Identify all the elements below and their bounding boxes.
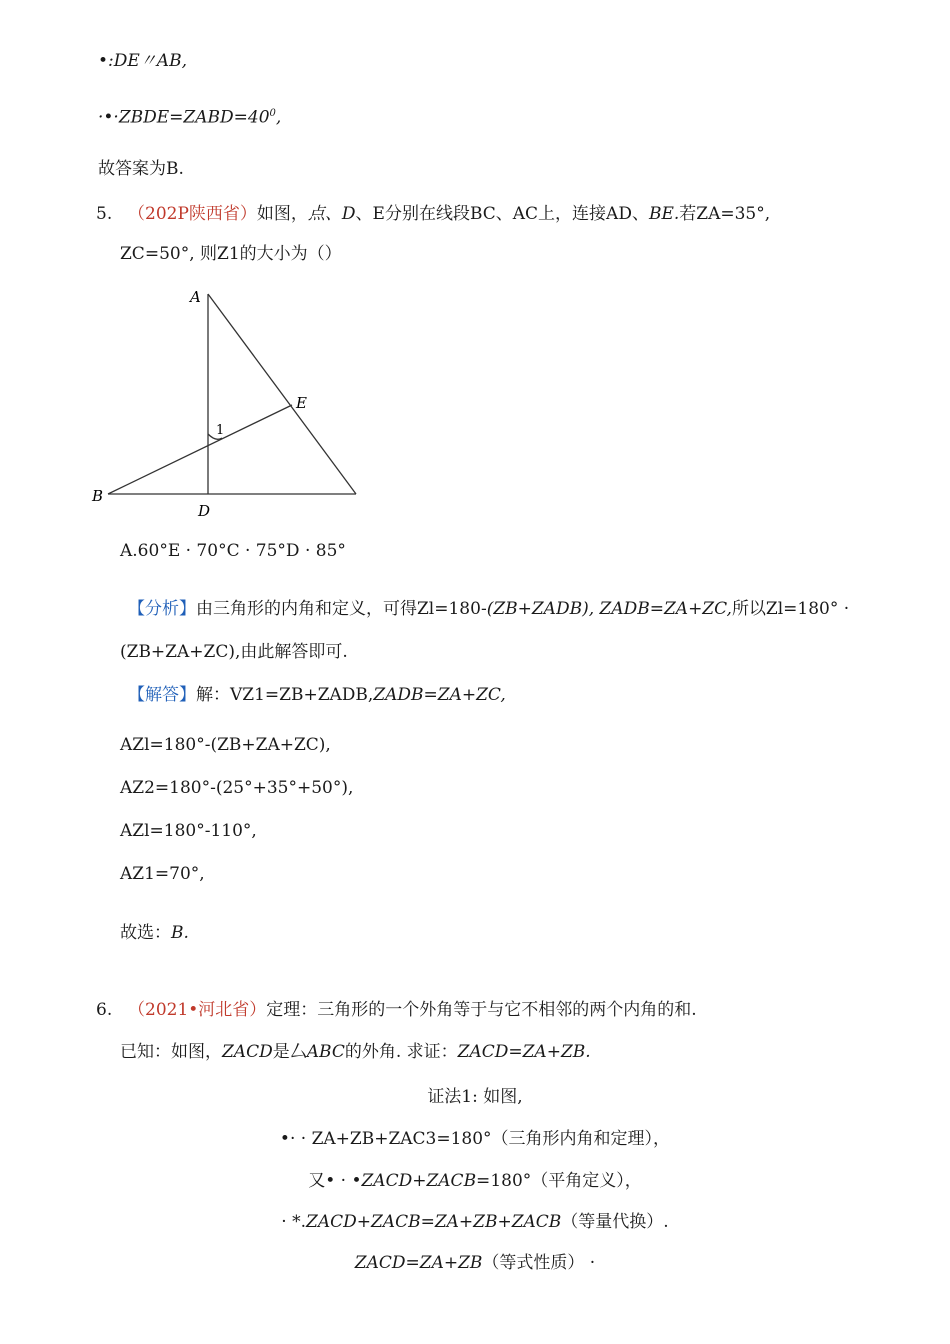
prev-line-2 <box>98 103 281 129</box>
q6-known-b: ZACD <box>222 1042 273 1062</box>
q6-proof-4-a: ZACD=ZA+ZB <box>354 1253 483 1273</box>
q5-options: A.60°E · 70°C · 75°D · 85° <box>120 541 346 561</box>
q5-select-line <box>120 922 189 944</box>
prev-line-2-sup: 0 <box>269 108 276 119</box>
q5-step-1: AZl=180°-(ZB+ZA+ZC), <box>120 735 331 755</box>
q6-known-c: 是厶 <box>272 1042 307 1062</box>
segment-ac <box>208 294 356 494</box>
q5-step-3: AZl=180°-110°, <box>120 821 257 841</box>
q5-stem-a: 如图， <box>256 204 308 224</box>
label-e: E <box>296 394 307 412</box>
analysis-tag: 【分析】 <box>128 599 196 619</box>
q6-proof-4-b: （等式性质） · <box>482 1253 596 1273</box>
q5-stem-line-1 <box>128 203 770 225</box>
q5-step-2: AZ2=180°-(25°+35°+50°), <box>120 778 354 798</box>
q5-answer-a: 解：VZ1=ZB+ZADB, <box>196 685 374 705</box>
q6-proof-2 <box>0 1170 950 1192</box>
q6-proof-4 <box>0 1252 950 1274</box>
q5-stem-line-2: ZC=50°, 则Z1的大小为（） <box>120 244 342 264</box>
q5-answer-line <box>128 684 506 706</box>
q6-theorem-line <box>128 999 697 1021</box>
q6-proof-2-a: 又• · • <box>308 1171 362 1191</box>
q5-stem-c: 、D <box>324 204 356 224</box>
q6-known-d: ABC <box>306 1042 345 1062</box>
q5-analysis-line-1 <box>128 598 849 620</box>
q6-number: 6. <box>96 1000 113 1020</box>
q6-known-e: 的外角. 求证： <box>344 1042 458 1062</box>
q6-proof-3 <box>0 1211 950 1233</box>
q6-known-f: ZACD=ZA+ZB. <box>457 1042 591 1062</box>
q6-proof-2-c: 180°（平角定义）， <box>490 1171 642 1191</box>
q5-stem-d: 、E分别在线段BC、AC上，连接AD、 <box>355 204 649 224</box>
q5-select-b: B. <box>171 923 189 943</box>
label-d: D <box>198 502 211 520</box>
q5-step-4: AZ1=70°, <box>120 864 205 884</box>
prev-line-2-tail: , <box>275 107 282 128</box>
triangle-figure <box>88 284 378 524</box>
q6-proof-title: 证法1: 如图, <box>427 1087 523 1107</box>
q6-proof-3-b: ZACD+ZACB=ZA+ZB+ZACB <box>306 1212 562 1232</box>
q5-stem-e: BE. <box>648 204 680 224</box>
q5-stem-b: 点 <box>307 204 325 224</box>
q6-proof-2-b: ZACD+ZACB= <box>361 1171 491 1191</box>
q6-proof-1: •· · ZA+ZB+ZAC3=180°（三角形内角和定理）， <box>279 1129 671 1149</box>
label-angle-1: 1 <box>216 423 225 438</box>
q5-stem-f: 若ZA=35°, <box>679 204 771 224</box>
q5-analysis-b: (ZB+ZADB), ZADB=ZA+ZC, <box>486 599 732 619</box>
prev-line-2-text: ·•·ZBDE=ZABD=40 <box>98 107 270 128</box>
segment-be <box>108 405 292 494</box>
q6-theorem: 定理：三角形的一个外角等于与它不相邻的两个内角的和. <box>266 1000 697 1020</box>
q5-analysis-a: 由三角形的内角和定义，可得Zl=180- <box>196 599 487 619</box>
q6-source: （2021•河北省） <box>128 1000 267 1020</box>
label-b: B <box>92 487 104 505</box>
q5-source: （202P陕西省） <box>128 204 257 224</box>
prev-line-3: 故答案为B. <box>98 159 184 179</box>
answer-tag: 【解答】 <box>128 685 196 705</box>
q5-answer-b: ZADB=ZA+ZC, <box>373 685 506 705</box>
q5-number: 5. <box>96 204 113 224</box>
q6-proof-3-a: · *. <box>281 1212 307 1232</box>
label-a: A <box>190 288 201 306</box>
q6-proof-3-c: （等量代换）. <box>561 1212 669 1232</box>
prev-line-1: •:DE〃AB, <box>98 51 187 71</box>
q6-known-a: 已知：如图， <box>120 1042 222 1062</box>
q6-known-line <box>120 1041 591 1063</box>
q5-analysis-line-2: (ZB+ZA+ZC),由此解答即可. <box>120 642 348 662</box>
q5-select-a: 故选： <box>120 923 171 943</box>
q5-analysis-c: 所以Zl=180° · <box>731 599 850 619</box>
